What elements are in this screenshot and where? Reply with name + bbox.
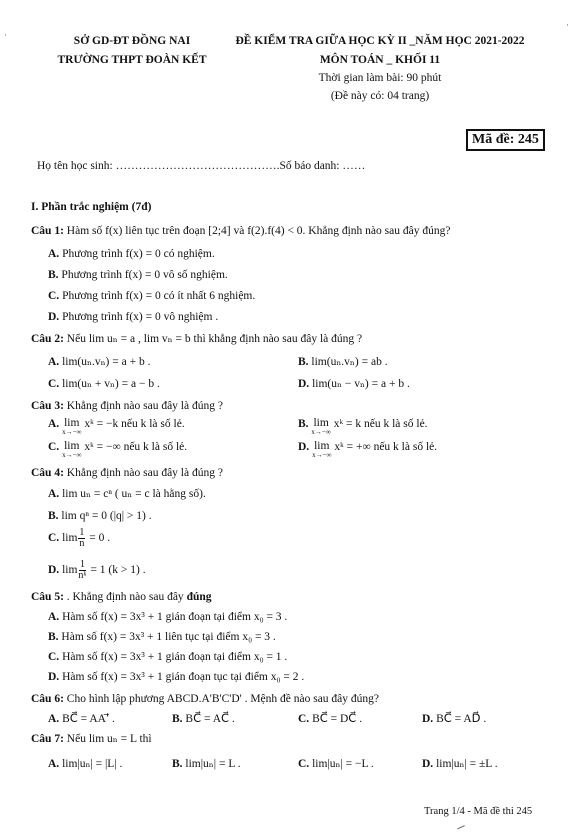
q3-option-b: B. lim x→−∞ xᵏ = k nếu k là số lẻ. (298, 417, 428, 436)
section-title: I. Phần trắc nghiệm (7đ) (31, 201, 152, 213)
question-text: Hàm số f(x) liên tục trên đoạn [2;4] và f(2).f(4) < 0. Khẳng định nào sau đây đúng? (66, 225, 451, 237)
q2-option-c: C. lim(uₙ + vₙ) = a − b . (48, 378, 160, 390)
q5-option-a: A. Hàm số f(x) = 3x³ + 1 gián đoạn tại điểm x₀ = 3 . (48, 611, 288, 623)
student-info-line: Họ tên học sinh: …………………………………….Số báo danh: …… (37, 160, 366, 172)
q5-option-b: B. Hàm số f(x) = 3x³ + 1 liên tục tại điểm x₀ = 3 . (48, 631, 276, 643)
question-1 (31, 224, 450, 238)
question-4 (31, 466, 223, 480)
time-line: Thời gian làm bài: 90 phút (318, 72, 442, 84)
q1-option-d: D. Phương trình f(x) = 0 vô nghiệm . (48, 311, 219, 323)
q4-option-a: A. lim uₙ = cⁿ ( uₙ = c là hằng số). (48, 488, 206, 500)
q3-option-d: D. lim x→−∞ xᵏ = +∞ nếu k là số lẻ. (298, 440, 438, 459)
q2-option-a: A. lim(uₙ.vₙ) = a + b . (48, 356, 151, 368)
q7-option-b: B. lim|uₙ| = L . (172, 758, 241, 770)
question-text: Khẳng định nào sau đây là đúng ? (66, 400, 223, 412)
question-7 (31, 732, 152, 746)
q4-option-b: B. lim qⁿ = 0 (|q| > 1) . (48, 510, 152, 522)
school-name: TRƯỜNG THPT ĐOÀN KẾT (57, 54, 207, 66)
question-text: Khẳng định nào sau đây là đúng ? (66, 467, 223, 479)
question-label: Câu 1: (31, 225, 64, 237)
q7-option-d: D. lim|uₙ| = ±L . (422, 758, 498, 770)
question-2 (31, 332, 362, 346)
scan-mark: · (4, 30, 7, 40)
pen-mark (455, 821, 465, 830)
q1-option-a: A. Phương trình f(x) = 0 có nghiệm. (48, 248, 215, 260)
question-6 (31, 692, 379, 706)
question-label: Câu 4: (31, 467, 64, 479)
question-text: Nếu lim uₙ = L thì (66, 733, 152, 745)
question-label: Câu 5: (31, 591, 64, 603)
q7-option-c: C. lim|uₙ| = −L . (298, 758, 374, 770)
q2-option-d: D. lim(uₙ − vₙ) = a + b . (298, 378, 410, 390)
question-text: Cho hình lập phương ABCD.A'B'C'D' . Mệnh đề nào sau đây đúng? (66, 693, 380, 705)
pages-line: (Đề này có: 04 trang) (330, 90, 430, 102)
q6-option-b: B. BC⃗ = AC⃗ . (172, 713, 235, 725)
q1-option-b: B. Phương trình f(x) = 0 vô số nghiệm. (48, 269, 228, 281)
question-label: Câu 7: (31, 733, 64, 745)
q2-option-b: B. lim(uₙ.vₙ) = ab . (298, 356, 388, 368)
q4-option-c: C. lim $\frac{1}{n}$ = 0 . (48, 527, 111, 549)
question-text: Nếu lim uₙ = a , lim vₙ = b thì khẳng định nào sau đây là đúng ? (66, 333, 363, 345)
q6-option-a: A. BC⃗ = AA'⃗ . (48, 713, 115, 725)
q3-option-c: C. lim x→−∞ xᵏ = −∞ nếu k là số lẻ. (48, 440, 188, 459)
scan-mark: · (566, 20, 569, 30)
question-label: Câu 3: (31, 400, 64, 412)
exam-code-box: Mã đề: 245 (466, 129, 545, 151)
q4-option-d: D. lim $\frac{1}{\text{nᵏ}}$ = 1 (k > 1) . (48, 559, 146, 581)
department-name: SỞ GD-ĐT ĐỒNG NAI (73, 35, 191, 47)
question-emphasis: đúng (186, 591, 212, 603)
q7-option-a: A. lim|uₙ| = |L| . (48, 758, 123, 770)
question-label: Câu 6: (31, 693, 64, 705)
q6-option-c: C. BC⃗ = DC⃗ . (298, 713, 363, 725)
subject-line: MÔN TOÁN _ KHỐI 11 (319, 54, 441, 66)
page-footer: Trang 1/4 - Mã đề thi 245 (424, 806, 533, 817)
q1-option-c: C. Phương trình f(x) = 0 có ít nhất 6 nghiệm. (48, 290, 256, 302)
question-label: Câu 2: (31, 333, 64, 345)
question-3 (31, 399, 223, 413)
exam-title: ĐỀ KIỂM TRA GIỮA HỌC KỲ II _NĂM HỌC 2021-2022 (235, 35, 525, 47)
q5-option-c: C. Hàm số f(x) = 3x³ + 1 gián đoạn tại điểm x₀ = 1 . (48, 651, 288, 663)
question-text: . Khẳng định nào sau đây (66, 591, 184, 603)
q5-option-d: D. Hàm số f(x) = 3x³ + 1 gián đoạn tục tại điểm x₀ = 2 . (48, 671, 305, 683)
q3-option-a: A. lim x→−∞ xᵏ = −k nếu k là số lẻ. (48, 417, 185, 436)
question-5 (31, 590, 212, 604)
q6-option-d: D. BC⃗ = AD⃗ . (422, 713, 487, 725)
